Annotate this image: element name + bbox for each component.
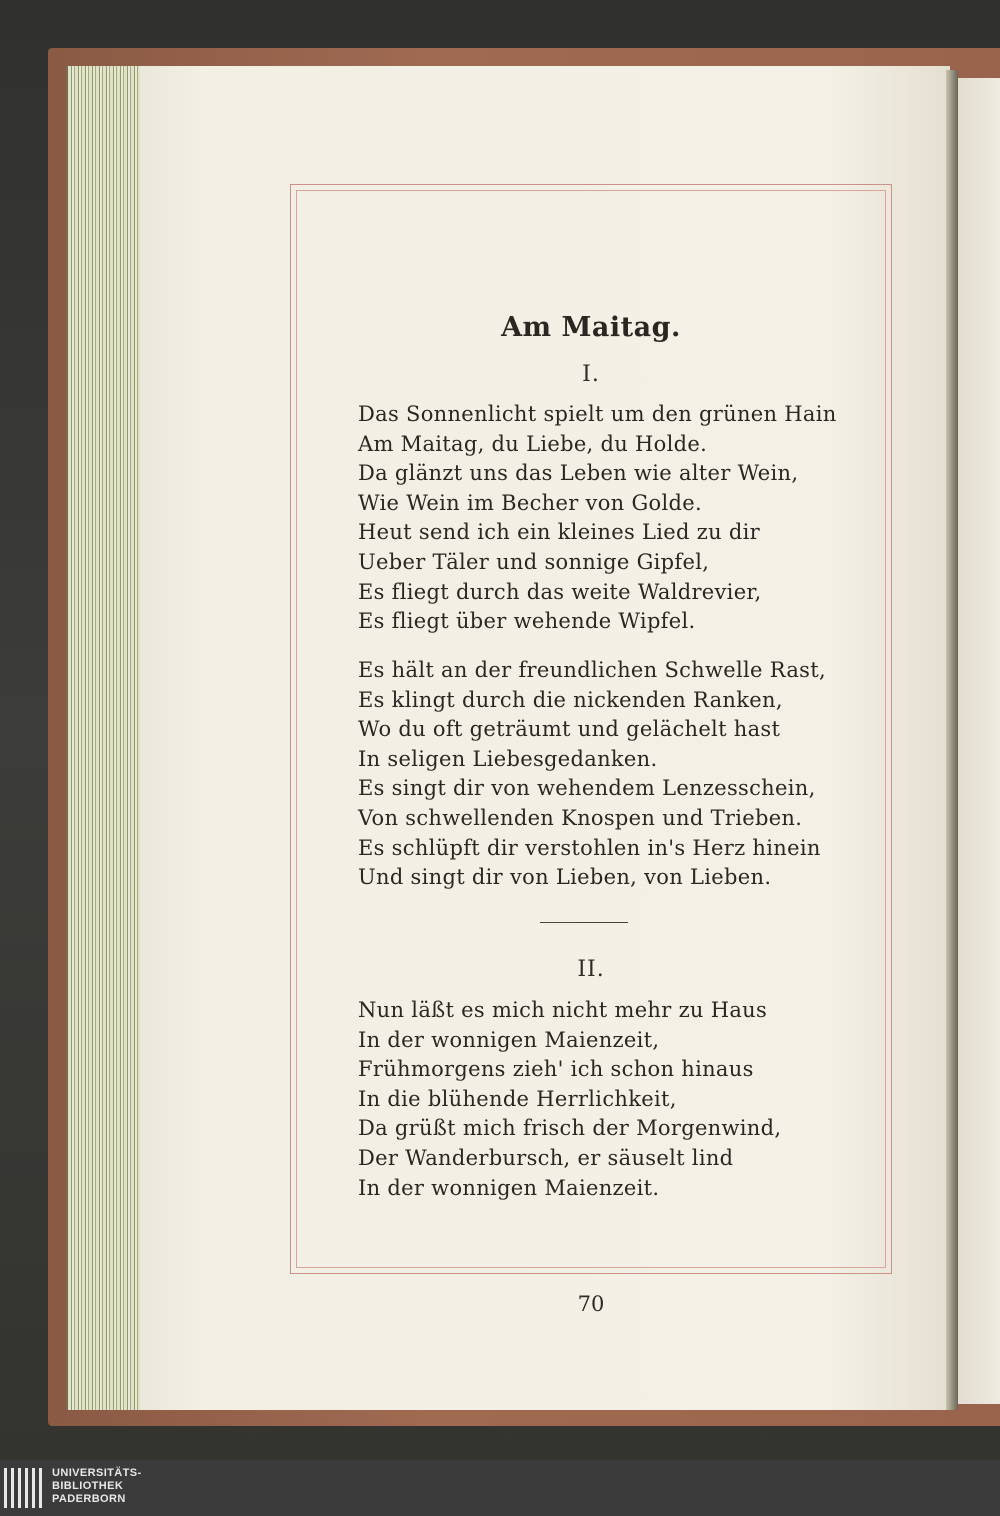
- verse-line: Heut send ich ein kleines Lied zu dir: [358, 520, 761, 545]
- stanza-two: [358, 656, 828, 893]
- logo-line: BIBLIOTHEK: [52, 1480, 124, 1492]
- page-number: 70: [577, 1292, 605, 1316]
- verse-line: In der wonnigen Maienzeit.: [358, 1175, 660, 1200]
- section-divider: [540, 922, 628, 923]
- section-numeral-two: II.: [577, 957, 605, 982]
- poem-title: Am Maitag.: [501, 312, 681, 343]
- verse-line: Es fliegt über wehende Wipfel.: [358, 609, 696, 634]
- verse-line: Das Sonnenlicht spielt um den grünen Hain: [358, 402, 837, 426]
- logo-line: UNIVERSITÄTS-: [52, 1467, 142, 1479]
- verse-line: Wie Wein im Becher von Golde.: [358, 490, 702, 515]
- library-logo-icon: [4, 1468, 46, 1508]
- verse-line: Es singt dir von wehendem Lenzesschein,: [358, 776, 816, 801]
- verse-line: Ueber Täler und sonnige Gipfel,: [358, 549, 710, 574]
- verse-line: Es hält an der freundlichen Schwelle Rast,: [358, 658, 826, 682]
- verse-line: In der wonnigen Maienzeit,: [358, 1027, 660, 1052]
- verse-line: Da glänzt uns das Leben wie alter Wein,: [358, 461, 799, 486]
- verse-line: Am Maitag, du Liebe, du Holde.: [358, 431, 708, 456]
- verse-line: Der Wanderbursch, er säuselt lind: [358, 1145, 734, 1170]
- facing-page-edge: [958, 78, 1000, 1404]
- verse-line: Es schlüpft dir verstohlen in's Herz hinein: [358, 835, 821, 860]
- verse-line: Es fliegt durch das weite Waldrevier,: [358, 579, 762, 604]
- verse-line: Und singt dir von Lieben, von Lieben.: [358, 865, 772, 890]
- page-edges: [66, 66, 142, 1410]
- verse-line: Nun läßt es mich nicht mehr zu Haus: [358, 998, 768, 1022]
- stanza-three: [358, 996, 828, 1203]
- verse-line: Es klingt durch die nickenden Ranken,: [358, 687, 783, 712]
- section-numeral-one: I.: [582, 362, 600, 387]
- logo-line: PADERBORN: [52, 1493, 126, 1505]
- verse-line: Wo du oft geträumt und gelächelt hast: [358, 717, 781, 742]
- verse-line: In seligen Liebesgedanken.: [358, 746, 658, 771]
- library-footer: [0, 1460, 1000, 1516]
- book-gutter: [946, 70, 958, 1410]
- verse-line: Da grüßt mich frisch der Morgenwind,: [358, 1116, 782, 1141]
- stanza-one: [358, 400, 837, 637]
- verse-line: Von schwellenden Knospen und Trieben.: [358, 805, 803, 830]
- library-logo-text: [52, 1467, 142, 1506]
- verse-line: In die blühende Herrlichkeit,: [358, 1086, 677, 1111]
- verse-line: Frühmorgens zieh' ich schon hinaus: [358, 1057, 754, 1082]
